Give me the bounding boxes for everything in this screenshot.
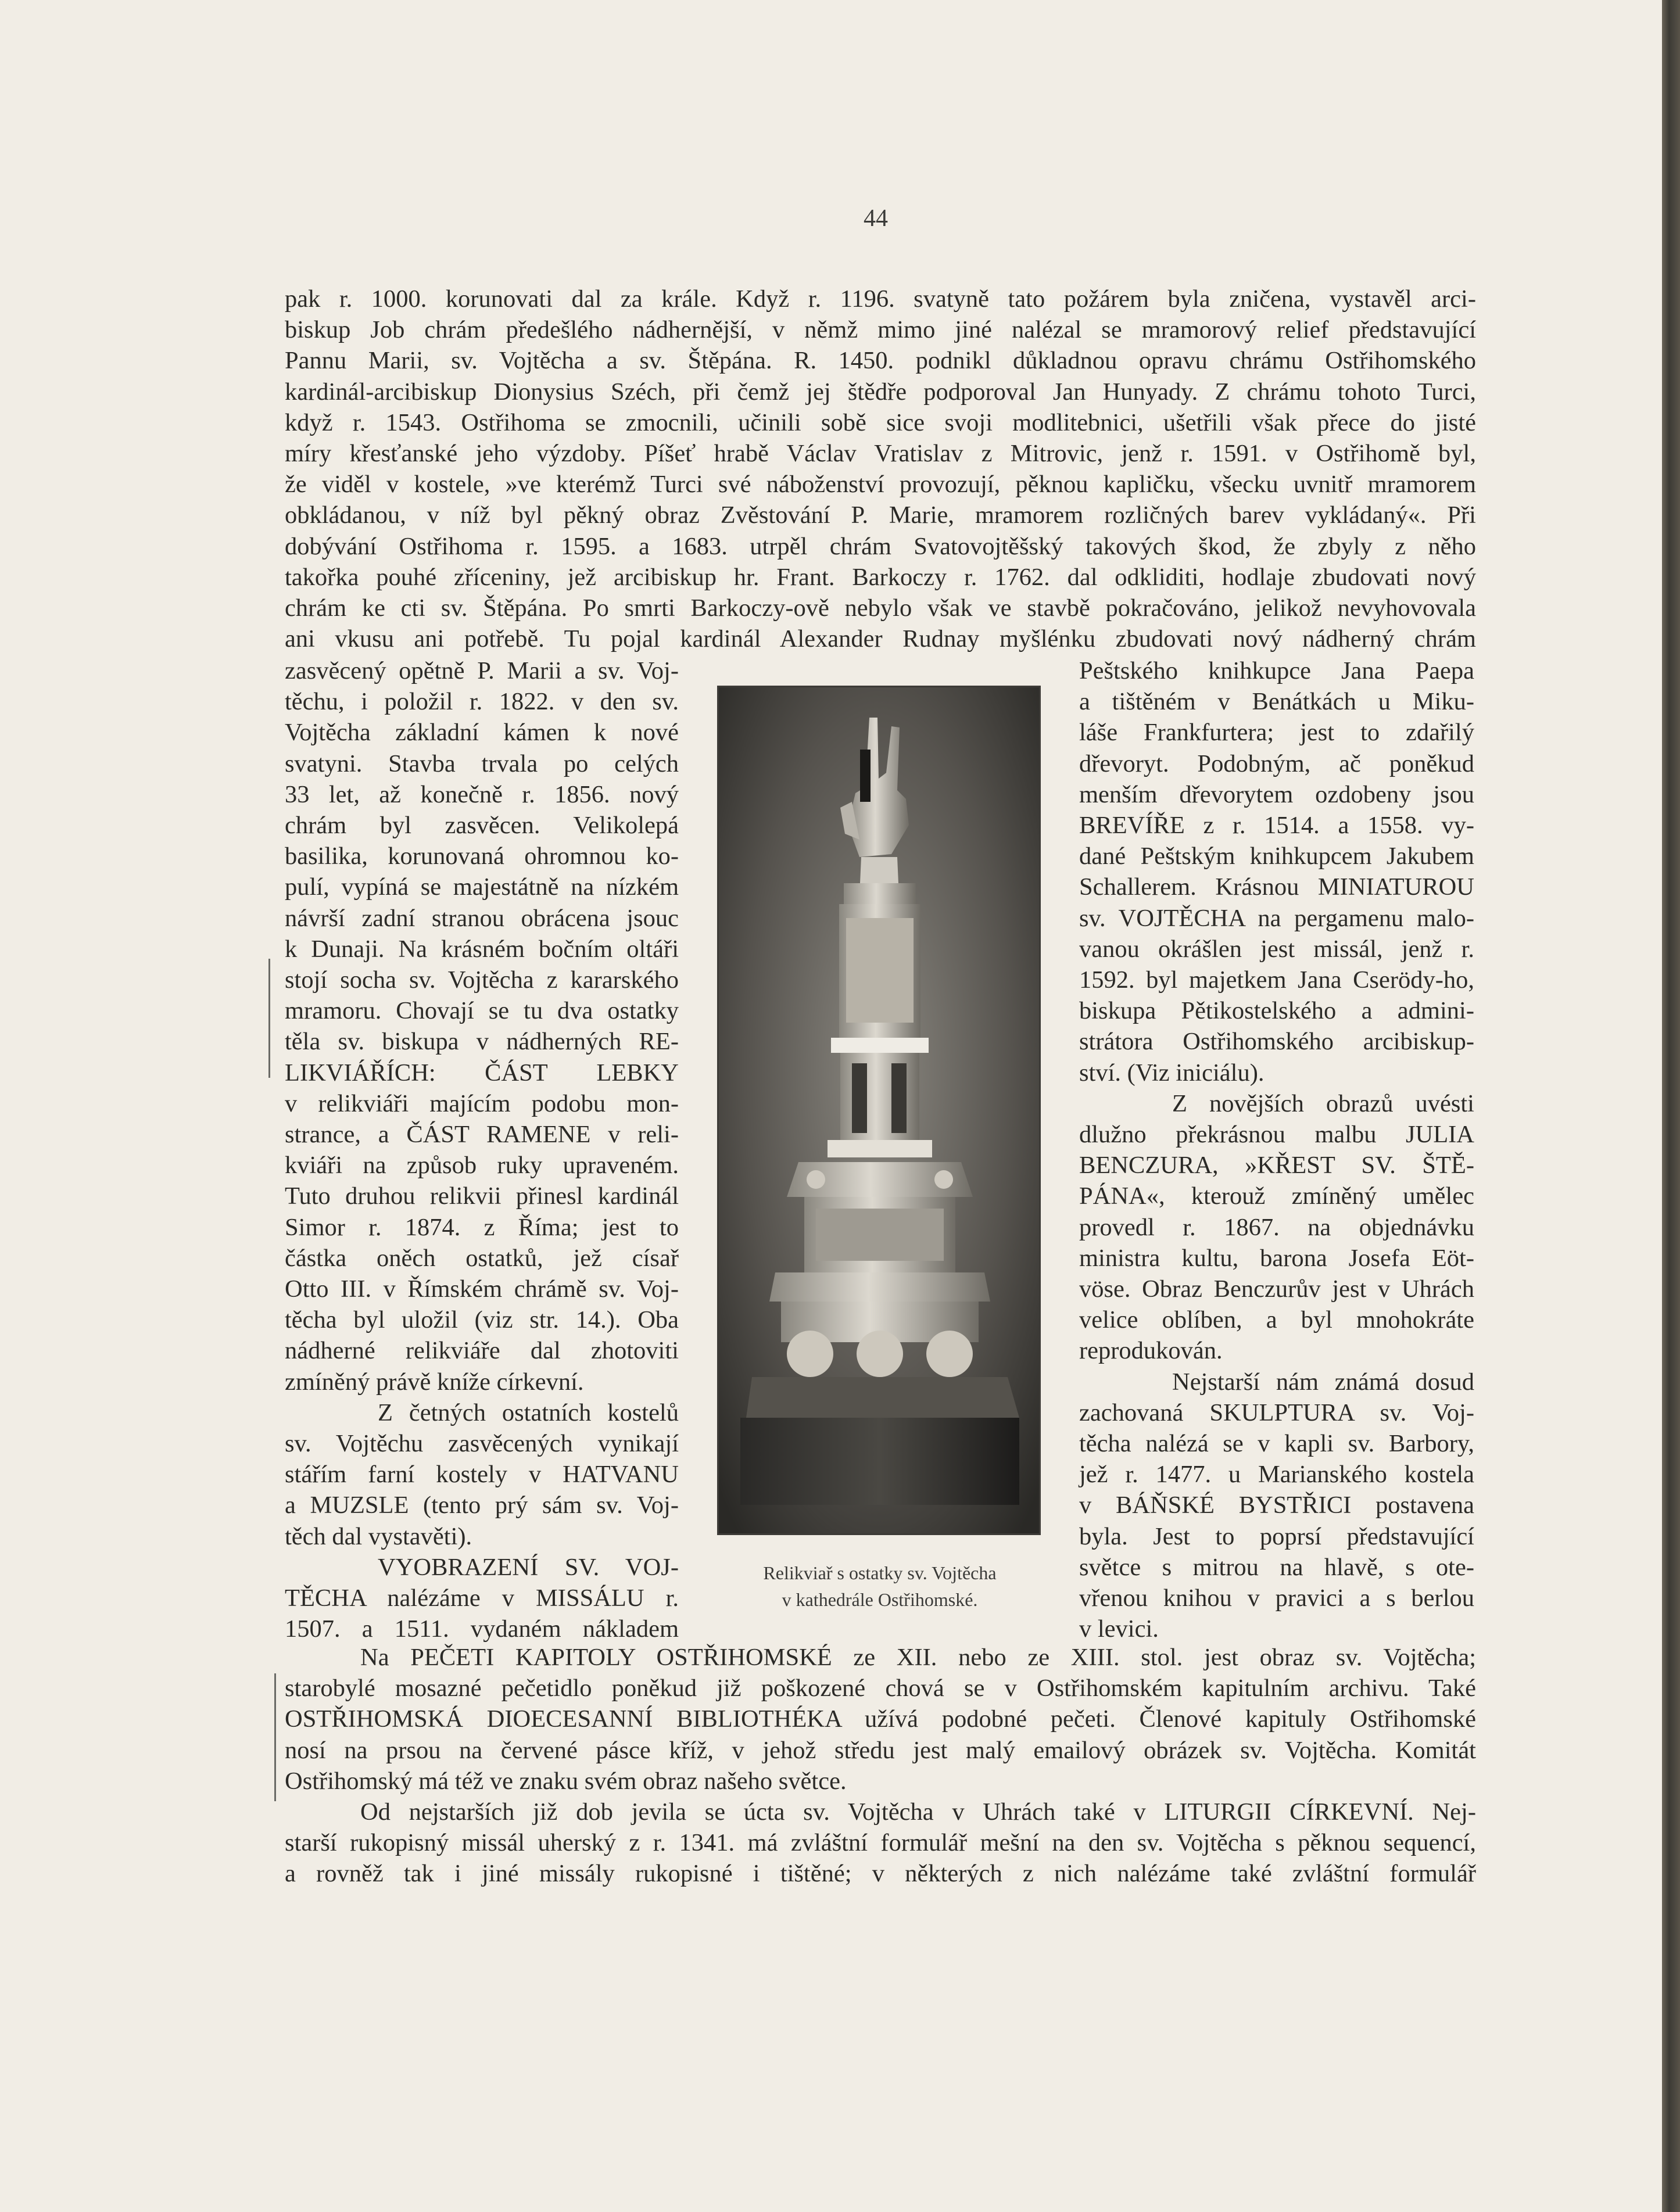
text-line: k Dunaji. Na krásném bočním oltáři	[285, 935, 679, 963]
text-line: Vojtěcha základní kámen k nové	[285, 719, 679, 747]
text-line: zasvěcený opětně P. Marii a sv. Voj-	[285, 657, 679, 684]
text-line: PÁNA«, kterouž zmíněný umělec	[1079, 1182, 1474, 1210]
figure-caption	[705, 1559, 1054, 1613]
text-line: TĚCHA nalézáme v MISSÁLU r.	[285, 1584, 679, 1612]
text-line: částka oněch ostatků, jež císař	[285, 1244, 679, 1272]
text-line: 1507. a 1511. vydaném nákladem	[285, 1615, 679, 1643]
text-line: v relikviáři majícím podobu mon-	[285, 1089, 679, 1117]
text-line: svatyni. Stavba trvala po celých	[285, 750, 679, 777]
text-line: BREVÍŘE z r. 1514. a 1558. vy-	[1079, 812, 1474, 840]
text-line: zmíněný právě kníže církevní.	[285, 1368, 584, 1396]
text-line: návrší zadní stranou obrácena jsouc	[285, 904, 679, 932]
caption-line: v kathedrále Ostřihomské.	[782, 1589, 978, 1610]
text-line: Z četných ostatních kostelů	[378, 1399, 679, 1426]
text-line: menším dřevorytem ozdobeny jsou	[1079, 780, 1474, 808]
text-line: byla. Jest to poprsí představující	[1079, 1522, 1474, 1550]
text-line: stářím farní kostely v HATVANU	[285, 1461, 679, 1489]
text-line: Tuto druhou relikvii přinesl kardinál	[285, 1182, 679, 1210]
text-line: těcha nalézá se v kapli sv. Barbory,	[1079, 1430, 1474, 1458]
top-paragraph	[285, 284, 1476, 654]
text-line: Otto III. v Římském chrámě sv. Voj-	[285, 1275, 679, 1303]
text-line: velice oblíben, a byl mnohokráte	[1079, 1306, 1474, 1334]
margin-mark	[268, 959, 270, 1078]
text-line: chrám byl zasvěcen. Velikolepá	[285, 812, 679, 840]
reliquary-photo	[717, 686, 1041, 1535]
text-line: Pannu Marii, sv. Vojtěcha a sv. Štěpána. R. 1450. podnikl důkladnou opravu chrámu Ostřihomského	[285, 347, 1476, 375]
text-line: obkládanou, v níž byl pěkný obraz Zvěstování P. Marie, mramorem rozličných barev vykládaný«. Při	[285, 501, 1476, 529]
margin-mark	[274, 1673, 276, 1801]
text-line: provedl r. 1867. na objednávku	[1079, 1213, 1474, 1241]
page-number: 44	[864, 205, 888, 232]
text-line: jež r. 1477. u Marianského kostela	[1079, 1461, 1474, 1489]
text-line: Z novějších obrazů uvésti	[1172, 1089, 1474, 1117]
bottom-paragraph	[285, 1642, 1476, 1890]
text-line: zachovaná SKULPTURA sv. Voj-	[1079, 1399, 1474, 1426]
text-line: biskupa Pětikostelského a admini-	[1079, 997, 1474, 1025]
text-line: nosí na prsou na červené pásce kříž, v jehož středu jest malý emailový obrázek sv. Vojtěcha. Komitát	[285, 1736, 1476, 1764]
text-line: že viděl v kostele, »ve kterémž Turci své náboženství provozují, pěknou kapličku, všecku uvnitř mramorem	[285, 471, 1476, 499]
text-line: ministra kultu, barona Josefa Eöt-	[1079, 1244, 1474, 1272]
text-line: dobývání Ostřihoma r. 1595. a 1683. utrpěl chrám Svatovojtěšský takových škod, že zbyly z něho	[285, 532, 1476, 560]
text-line: pulí, vypíná se majestátně na nízkém	[285, 873, 679, 901]
reliquary-image	[717, 686, 1041, 1535]
text-line: biskup Job chrám předešlého nádhernější, v němž mimo jiné nalézal se mramorový relief představující	[285, 316, 1476, 344]
text-line: strance, a ČÁST RAMENE v reli-	[285, 1121, 679, 1149]
text-line: a MUZSLE (tento prý sám sv. Voj-	[285, 1492, 679, 1519]
text-line: Ostřihomský má též ve znaku svém obraz našeho světce.	[285, 1767, 847, 1795]
text-line: těch dal vystavěti).	[285, 1522, 472, 1550]
text-line: světce s mitrou na hlavě, s ote-	[1079, 1553, 1474, 1581]
text-line: těla sv. biskupa v nádherných RE-	[285, 1028, 679, 1056]
text-line: když r. 1543. Ostřihoma se zmocnili, učinili sobě sice svoji modlitebnici, ušetřili však přece do jisté	[285, 408, 1476, 436]
caption-line: Relikviař s ostatky sv. Vojtěcha	[763, 1562, 997, 1583]
text-line: 33 let, až konečně r. 1856. nový	[285, 780, 679, 808]
text-line: vöse. Obraz Benczurův jest v Uhrách	[1079, 1275, 1474, 1303]
text-line: v levici.	[1079, 1615, 1159, 1643]
text-line: ství. (Viz iniciálu).	[1079, 1059, 1265, 1087]
text-line: takořka pouhé zříceniny, jež arcibiskup hr. Frant. Barkoczy r. 1762. dal odkliditi, hodlaje zbudovati nový	[285, 563, 1476, 591]
text-line: 1592. byl majetkem Jana Cserödy-ho,	[1079, 966, 1474, 994]
text-line: chrám ke cti sv. Štěpána. Po smrti Barkoczy-ově nebylo však ve stavbě pokračováno, jelikož nevyhovovala	[285, 594, 1476, 622]
text-line: VYOBRAZENÍ SV. VOJ-	[378, 1553, 679, 1581]
text-line: LIKVIÁŘÍCH: ČÁST LEBKY	[285, 1059, 679, 1087]
text-line: vanou okrášlen jest missál, jenž r.	[1079, 935, 1474, 963]
text-line: láše Frankfurtera; jest to zdařilý	[1079, 719, 1474, 747]
text-line: těchu, i položil r. 1822. v den sv.	[285, 688, 679, 716]
book-edge	[1662, 0, 1680, 2212]
text-line: a tištěném v Benátkách u Miku-	[1079, 688, 1474, 716]
text-line: starší rukopisný missál uherský z r. 1341. má zvláštní formulář mešní na den sv. Vojtěcha s pěknou sequencí,	[285, 1829, 1476, 1857]
text-line: míry křesťanské jeho výzdoby. Píšeť hrabě Václav Vratislav z Mitrovic, jenž r. 1591. v Ostřihomě byl,	[285, 440, 1476, 468]
text-line: starobylé mosazné pečetidlo poněkud již poškozené chová se v Ostřihomském kapitulním archivu. Také	[285, 1675, 1476, 1702]
text-line: strátora Ostřihomského arcibiskup-	[1079, 1028, 1474, 1056]
text-line: kviáři na způsob ruky upraveném.	[285, 1152, 679, 1180]
text-line: Na PEČETI KAPITOLY OSTŘIHOMSKÉ ze XII. nebo ze XIII. stol. jest obraz sv. Vojtěcha;	[360, 1644, 1476, 1671]
text-line: dané Peštským knihkupcem Jakubem	[1079, 843, 1474, 870]
text-line: dřevoryt. Podobným, ač poněkud	[1079, 750, 1474, 777]
text-line: vřenou knihou v pravici a s berlou	[1079, 1584, 1474, 1612]
text-line: mramoru. Chovají se tu dva ostatky	[285, 997, 679, 1025]
text-line: v BÁŇSKÉ BYSTŘICI postavena	[1079, 1492, 1474, 1519]
text-line: a rovněž tak i jiné missály rukopisné i tištěné; v některých z nich nalézáme také zvláštní formulář	[285, 1860, 1476, 1888]
text-line: Simor r. 1874. z Říma; jest to	[285, 1213, 679, 1241]
right-column	[1079, 655, 1474, 1645]
text-line: ani vkusu ani potřebě. Tu pojal kardinál Alexander Rudnay myšlénku zbudovati nový nádherný chrám	[285, 625, 1476, 653]
text-line: Nejstarší nám známá dosud	[1172, 1368, 1474, 1396]
text-line: kardinál-arcibiskup Dionysius Széch, při čemž jej štědře podporoval Jan Hunyady. Z chrámu tohoto Turci,	[285, 378, 1476, 406]
text-line: pak r. 1000. korunovati dal za krále. Když r. 1196. svatyně tato požárem byla zničena, vystavěl arci-	[285, 285, 1476, 313]
text-line: dlužno překrásnou malbu JULIA	[1079, 1121, 1474, 1149]
text-line: BENCZURA, »KŘEST SV. ŠTĚ-	[1079, 1152, 1474, 1180]
text-line: sv. Vojtěchu zasvěcených vynikají	[285, 1430, 679, 1458]
text-line: Schallerem. Krásnou MINIATUROU	[1079, 873, 1474, 901]
text-line: OSTŘIHOMSKÁ DIOECESANNÍ BIBLIOTHÉKA užívá podobné pečeti. Členové kapituly Ostřihomské	[285, 1705, 1476, 1733]
text-line: Peštského knihkupce Jana Paepa	[1079, 657, 1474, 684]
text-line: basilika, korunovaná ohromnou ko-	[285, 843, 679, 870]
text-line: sv. VOJTĚCHA na pergamenu malo-	[1079, 904, 1474, 932]
text-line: Od nejstarších již dob jevila se úcta sv. Vojtěcha v Uhrách také v LITURGII CÍRKEVNÍ. Nej-	[360, 1798, 1476, 1826]
left-column	[285, 655, 679, 1645]
text-line: reprodukován.	[1079, 1337, 1223, 1365]
text-line: těcha byl uložil (viz str. 14.). Oba	[285, 1306, 679, 1334]
text-line: stojí socha sv. Vojtěcha z kararského	[285, 966, 679, 994]
text-line: nádherné relikviáře dal zhotoviti	[285, 1337, 679, 1365]
